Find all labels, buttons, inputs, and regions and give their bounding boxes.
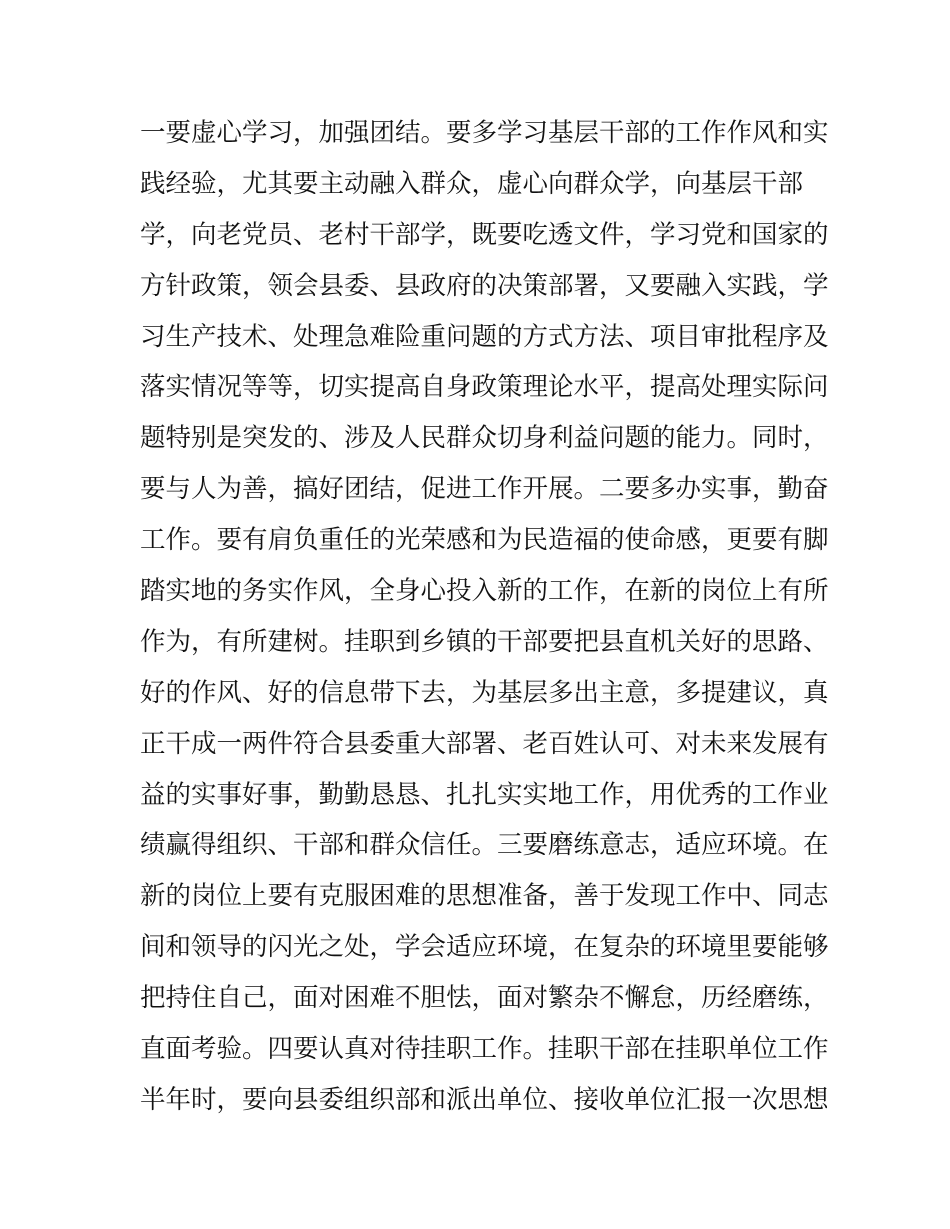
text-line: 新的岗位上要有克服困难的思想准备，善于发现工作中、同志	[140, 881, 829, 912]
text-line: 绩赢得组织、干部和群众信任。三要磨练意志，适应环境。在	[140, 830, 829, 861]
text-line: 正干成一两件符合县委重大部署、老百姓认可、对未来发展有	[140, 728, 829, 759]
text-line: 方针政策，领会县委、县政府的决策部署，又要融入实践，学	[140, 270, 829, 301]
text-line: 好的作风、好的信息带下去，为基层多出主意，多提建议，真	[140, 677, 829, 708]
text-line: 间和领导的闪光之处，学会适应环境，在复杂的环境里要能够	[140, 932, 829, 963]
text-line: 直面考验。四要认真对待挂职工作。挂职干部在挂职单位工作	[140, 1034, 829, 1065]
text-line: 习生产技术、处理急难险重问题的方式方法、项目审批程序及	[140, 321, 829, 352]
text-line: 题特别是突发的、涉及人民群众切身利益问题的能力。同时，	[140, 423, 829, 454]
text-line: 益的实事好事，勤勤恳恳、扎扎实实地工作，用优秀的工作业	[140, 779, 829, 810]
text-line: 学，向老党员、老村干部学，既要吃透文件，学习党和国家的	[140, 219, 829, 250]
text-line: 落实情况等等，切实提高自身政策理论水平，提高处理实际问	[140, 372, 829, 403]
text-line: 半年时，要向县委组织部和派出单位、接收单位汇报一次思想	[140, 1084, 829, 1115]
text-line: 践经验，尤其要主动融入群众，虚心向群众学，向基层干部	[140, 168, 804, 199]
text-line: 踏实地的务实作风，全身心投入新的工作，在新的岗位上有所	[140, 576, 829, 607]
text-line: 工作。要有肩负重任的光荣感和为民造福的使命感，更要有脚	[140, 525, 829, 556]
text-line: 要与人为善，搞好团结，促进工作开展。二要多办实事，勤奋	[140, 474, 829, 505]
text-line: 一要虚心学习，加强团结。要多学习基层干部的工作作风和实	[140, 118, 829, 148]
body-paragraph	[140, 108, 829, 1126]
text-line: 作为，有所建树。挂职到乡镇的干部要把县直机关好的思路、	[140, 626, 829, 657]
text-line: 把持住自己，面对困难不胆怯，面对繁杂不懈怠，历经磨练，	[140, 983, 829, 1014]
